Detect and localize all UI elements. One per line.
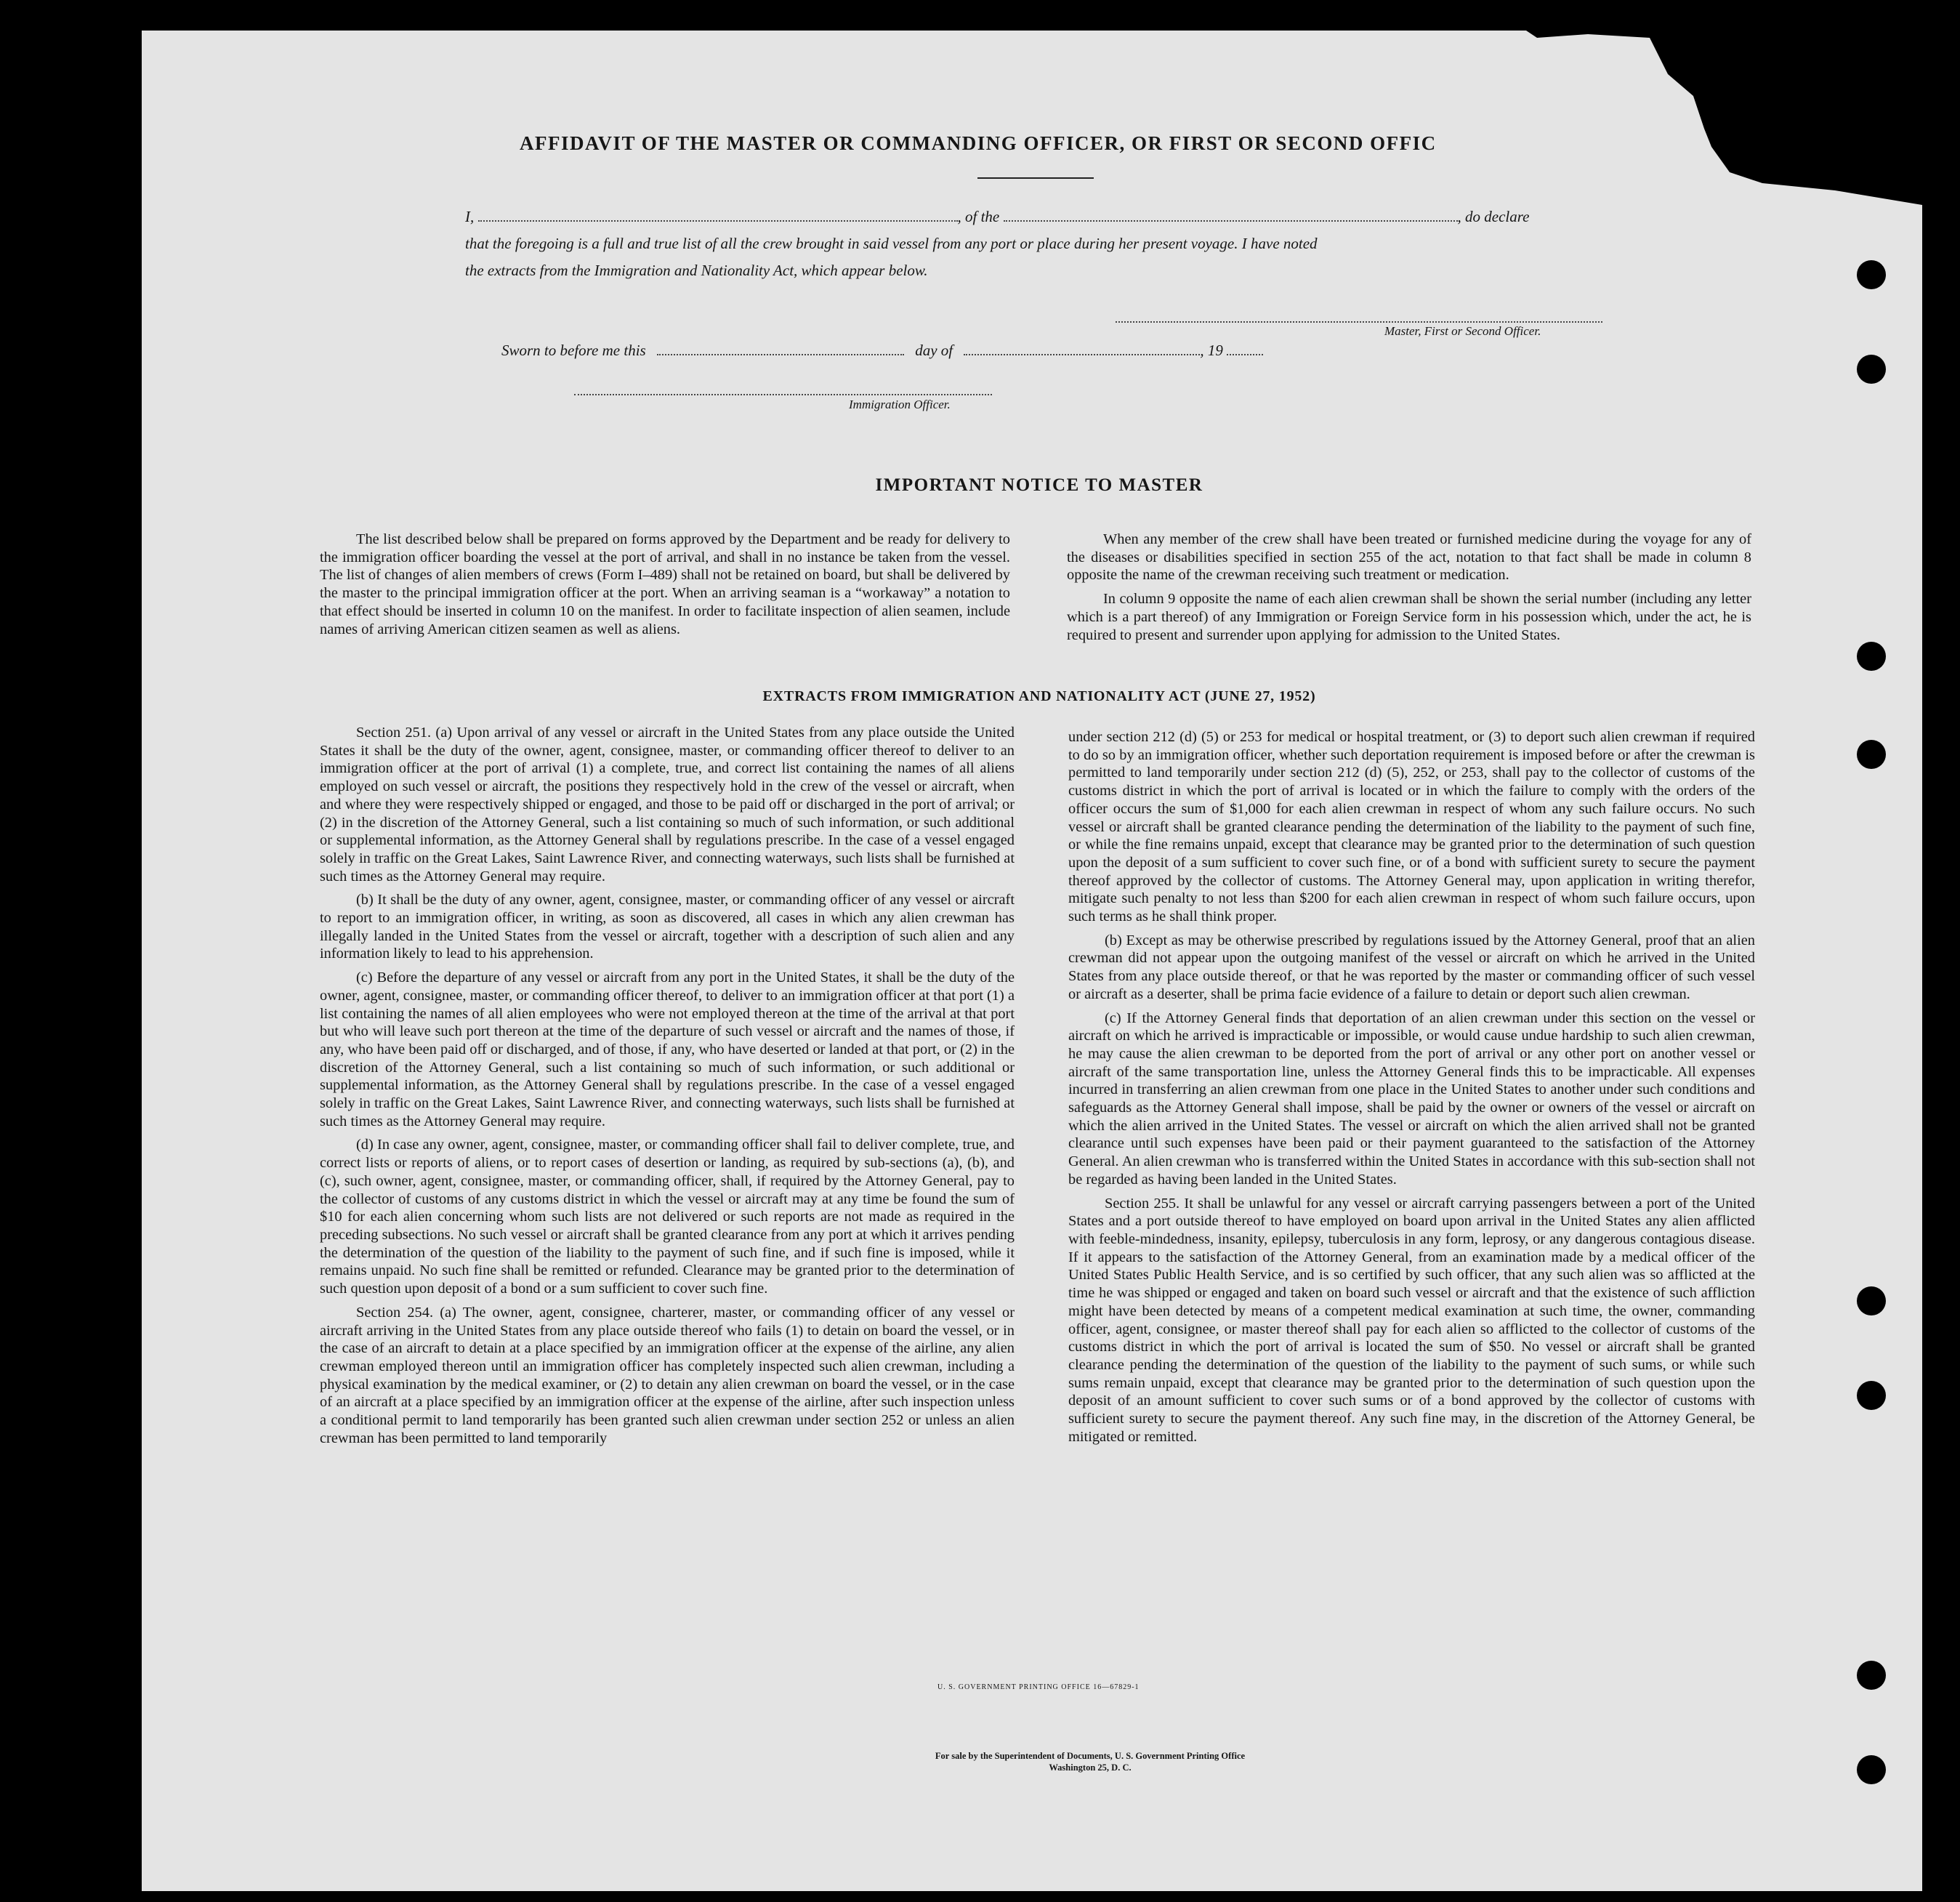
- notice-left-column: [320, 531, 1010, 644]
- section-254-c: (c) If the Attorney General finds that deportation of an alien crewman under this section on the vessel or aircraft on which he arrived is impracticable or impossible, or would cause undue hardship to such alien crewman, he may cause the alien crewman to be deported from the port of arrival or any other port on another vessel or aircraft of the same transportation line, unless the Attorney General finds this to be impracticable. All expenses incurred in transferring an alien crewman from one place in the United States to another under such conditions and safeguards as the Attorney General shall impose, shall be paid by the owner or owners of the vessel or aircraft on which the alien arrived in the United States. The vessel or aircraft on which the alien arrived shall not be granted clearance until such expenses have been paid or their payment guaranteed to the satisfaction of the Attorney General. An alien crewman who is transferred within the United States in accordance with this sub-section shall not be regarded as having been landed in the United States.: [1068, 1010, 1755, 1188]
- vessel-name-field[interactable]: [1004, 219, 1458, 222]
- printer-mark: U. S. GOVERNMENT PRINTING OFFICE 16—67829-1: [937, 1683, 1140, 1691]
- day-of-label: day of: [915, 342, 953, 359]
- officer-signature-caption: Immigration Officer.: [849, 398, 951, 411]
- punch-hole: [1857, 642, 1886, 671]
- declaration-fill-line: [465, 204, 1602, 230]
- section-254-b: (b) Except as may be otherwise prescribed by regulations issued by the Attorney General, proof that an alien crewman did not appear upon the outgoing manifest of the vessel or aircraft on which he arrived in the United States from any place outside thereof, or that he was reported by the master or commanding officer of such vessel or aircraft as a deserter, shall be prima facie evidence of a failure to detain or deport such alien crewman.: [1068, 932, 1755, 1002]
- year-label: , 19: [1200, 342, 1223, 359]
- section-251-b: (b) It shall be the duty of any owner, agent, consignee, master, or commanding officer of any vessel or aircraft to report to an immigration officer, in writing, as soon as discovered, all cases in which any alien crewman has illegally landed in the United States from the vessel or aircraft, together with a description of such alien and any information likely to lead to his apprehension.: [320, 892, 1015, 962]
- declaration-text-1: that the foregoing is a full and true list of all the crew brought in said vessel from any port or place during her present voyage. I have noted: [465, 235, 1318, 252]
- section-255: Section 255. It shall be unlawful for any vessel or aircraft carrying passengers between a port of the United States and a port outside thereof to have employed on board upon arrival in the United States any alien afflicted with feeble-mindedness, insanity, epilepsy, tuberculosis in any form, leprosy, or any dangerous contagious disease. If it appears to the satisfaction of the Attorney General, from an examination made by a medical officer of the United States Public Health Service, and is so certified by such officer, that any such alien was so afflicted at the time he was shipped or engaged and taken on board such vessel or aircraft and that the existence of such affliction might have been detected by means of a competent medical examination at such time, the owner, commanding officer, agent, consignee, or master thereof shall pay for each alien so afflicted to the collector of customs of the customs district in which the port of arrival is located the sum of $50. No vessel or aircraft shall be granted clearance pending the determination of the question of the liability to the payment of such sums, or while such sums remain unpaid, except that clearance may be granted prior to the determination of such question upon the deposit of an amount sufficient to cover such sums or of a bond approved by the collector of customs with sufficient surety to secure the payment thereof. Any such fine may, in the discretion of the Attorney General, be mitigated or remitted.: [1068, 1195, 1755, 1445]
- punch-hole: [1857, 1755, 1886, 1784]
- notice-right-paragraph-2: In column 9 opposite the name of each alien crewman shall be shown the serial number (including any letter which is a part thereof) of any Immigration or Foreign Service form in his possession which, under the act, he is required to present and surrender upon applying for admission to the United States.: [1067, 591, 1751, 643]
- extracts-left-column: [320, 724, 1015, 1453]
- punch-hole: [1857, 1661, 1886, 1690]
- sworn-day-field[interactable]: [657, 353, 904, 355]
- notice-right-paragraph-1: When any member of the crew shall have been treated or furnished medicine during the voyage for any of the diseases or disabilities specified in section 255 of the act, notation to that fact shall be made in column 8 opposite the name of the crewman receiving such treatment or medication.: [1067, 531, 1751, 584]
- extracts-title: EXTRACTS FROM IMMIGRATION AND NATIONALITY ACT (JUNE 27, 1952): [762, 688, 1316, 704]
- title-rule: [977, 177, 1094, 179]
- declaration-text-2: the extracts from the Immigration and Nationality Act, which appear below.: [465, 262, 928, 279]
- notice-left-paragraph: The list described below shall be prepared on forms approved by the Department and be ready for delivery to the immigration officer boarding the vessel at the port of arrival, and shall in no instance be taken from the vessel. The list of changes of alien members of crews (Form I–489) shall not be retained on board, but shall be delivered by the master to the principal immigration officer at the port. When an arriving seaman is a “workaway” a notation to that effect should be inserted in column 10 on the manifest. In order to facilitate inspection of alien seamen, include names of arriving American citizen seamen as well as aliens.: [320, 531, 1010, 637]
- i-label: I,: [465, 208, 475, 225]
- declarant-name-field[interactable]: [478, 219, 958, 222]
- notice-title: IMPORTANT NOTICE TO MASTER: [875, 475, 1203, 495]
- footer-line-2: Washington 25, D. C.: [1049, 1762, 1132, 1773]
- punch-hole: [1857, 1286, 1886, 1315]
- section-251-a: Section 251. (a) Upon arrival of any vessel or aircraft in the United States from any place outside the United States it shall be the duty of the owner, agent, consignee, master, or commanding officer thereof to deliver to an immigration officer at the port of arrival (1) a complete, true, and correct list containing the names of all aliens employed on such vessel or aircraft, the positions they respectively hold in the crew of the vessel or aircraft, when and where they were respectively shipped or engaged, and those to be paid off or discharged in the port of arrival; or (2) in the discretion of the Attorney General, such a list containing so much of such information, or such additional or supplemental information, as the Attorney General shall by regulations prescribe. In the case of a vessel engaged solely in traffic on the Great Lakes, Saint Lawrence River, and connecting waterways, such lists shall be furnished at such times as the Attorney General may require.: [320, 725, 1015, 884]
- declaration-block: [465, 204, 1602, 284]
- section-251-c: (c) Before the departure of any vessel or aircraft from any port in the United States, it shall be the duty of the owner, agent, consignee, master, or commanding officer thereof, to deliver to an immigration officer at that port (1) a list containing the names of all alien employees who were not employed thereon at the time of the arrival at that port but who will leave such port thereon at the time of the departure of such vessel or aircraft and the names of those, if any, who have been paid off or discharged, and of those, if any, who have deserted or landed at that port, or (2) in the discretion of the Attorney General, such a list containing so much of such information, or such additional or supplemental information, as the Attorney General shall by regulations prescribe. In the case of a vessel engaged solely in traffic on the Great Lakes, Saint Lawrence River, and connecting waterways, such lists shall be furnished at such times as the Attorney General may require.: [320, 970, 1015, 1129]
- sworn-label: Sworn to before me this: [501, 342, 646, 359]
- punch-hole: [1857, 1381, 1886, 1410]
- notice-right-column: [1067, 531, 1751, 650]
- punch-hole: [1857, 740, 1886, 769]
- extracts-right-column: [1068, 728, 1755, 1451]
- master-signature-field[interactable]: [1116, 321, 1602, 323]
- punch-hole: [1857, 260, 1886, 289]
- master-signature-caption: Master, First or Second Officer.: [1384, 324, 1541, 338]
- sworn-line: [501, 342, 1263, 360]
- sworn-month-field[interactable]: [964, 353, 1200, 355]
- do-declare-label: , do declare: [1457, 208, 1530, 225]
- affidavit-title: AFFIDAVIT OF THE MASTER OR COMMANDING OFFICER, OR FIRST OR SECOND OFFIC: [520, 132, 1437, 154]
- of-the-label: , of the: [957, 208, 1000, 225]
- sworn-year-field[interactable]: [1227, 353, 1263, 355]
- punch-hole: [1857, 355, 1886, 384]
- officer-signature-field[interactable]: [574, 394, 992, 395]
- footer-line-1: For sale by the Superintendent of Documents, U. S. Government Printing Office: [935, 1751, 1246, 1761]
- section-251-d: (d) In case any owner, agent, consignee, master, or commanding officer shall fail to deliver complete, true, and correct lists or reports of aliens, or to report cases of desertion or landing, as required by sub-sections (a), (b), and (c), such owner, agent, consignee, master, or commanding officer, shall, if required by the Attorney General, pay to the collector of customs of any customs district in which the vessel or aircraft may at any time be found the sum of $10 for each alien concerning whom such lists are not delivered or such reports are not made as required in the preceding subsections. No such vessel or aircraft shall be granted clearance from any port at which it arrives pending the determination of the question of the liability to the payment of such fine, and if such fine is imposed, while it remains unpaid. No such fine shall be remitted or refunded. Clearance may be granted prior to the determination of such question upon deposit of a bond or a sum sufficient to cover such fine.: [320, 1137, 1015, 1297]
- sales-footer: [727, 1750, 1453, 1773]
- section-254-a: Section 254. (a) The owner, agent, consignee, charterer, master, or commanding officer of any vessel or aircraft arriving in the United States from any place outside thereof who fails (1) to detain on board the vessel, or in the case of an aircraft to detain at a place specified by an immigration officer at the expense of the airline, any alien crewman employed thereon until an immigration officer has completely inspected such alien crewman, including a physical examination by the medical examiner, or (2) to detain any alien crewman on board the vessel, or in the case of an aircraft at a place specified by an immigration officer at the expense of the airline, after such inspection unless a conditional permit to land temporarily has been granted such alien crewman under section 252 or unless an alien crewman has been permitted to land temporarily: [320, 1304, 1015, 1446]
- section-254-a-continued: under section 212 (d) (5) or 253 for medical or hospital treatment, or (3) to deport such alien crewman if required to do so by an immigration officer, whether such deportation requirement is imposed before or after the crewman is permitted to land temporarily under section 212 (d) (5), 252, or 253, shall pay to the collector of customs of the customs district in which the port of arrival is located or in which the failure to comply with the orders of the officer occurs the sum of $1,000 for each alien crewman in respect of whom any such failure occurs. No such vessel or aircraft shall be granted clearance pending the determination of the liability to the payment of such fine, or while the fine remains unpaid, except that clearance may be granted prior to the determination of such question upon the deposit of a sum sufficient to cover such fine, or of a bond with sufficient surety to secure the payment thereof approved by the collector of customs. The Attorney General may, upon application in writing therefor, mitigate such penalty to not less than $200 for each alien crewman in respect of whom such failure occurs, upon such terms as he shall think proper.: [1068, 729, 1755, 925]
